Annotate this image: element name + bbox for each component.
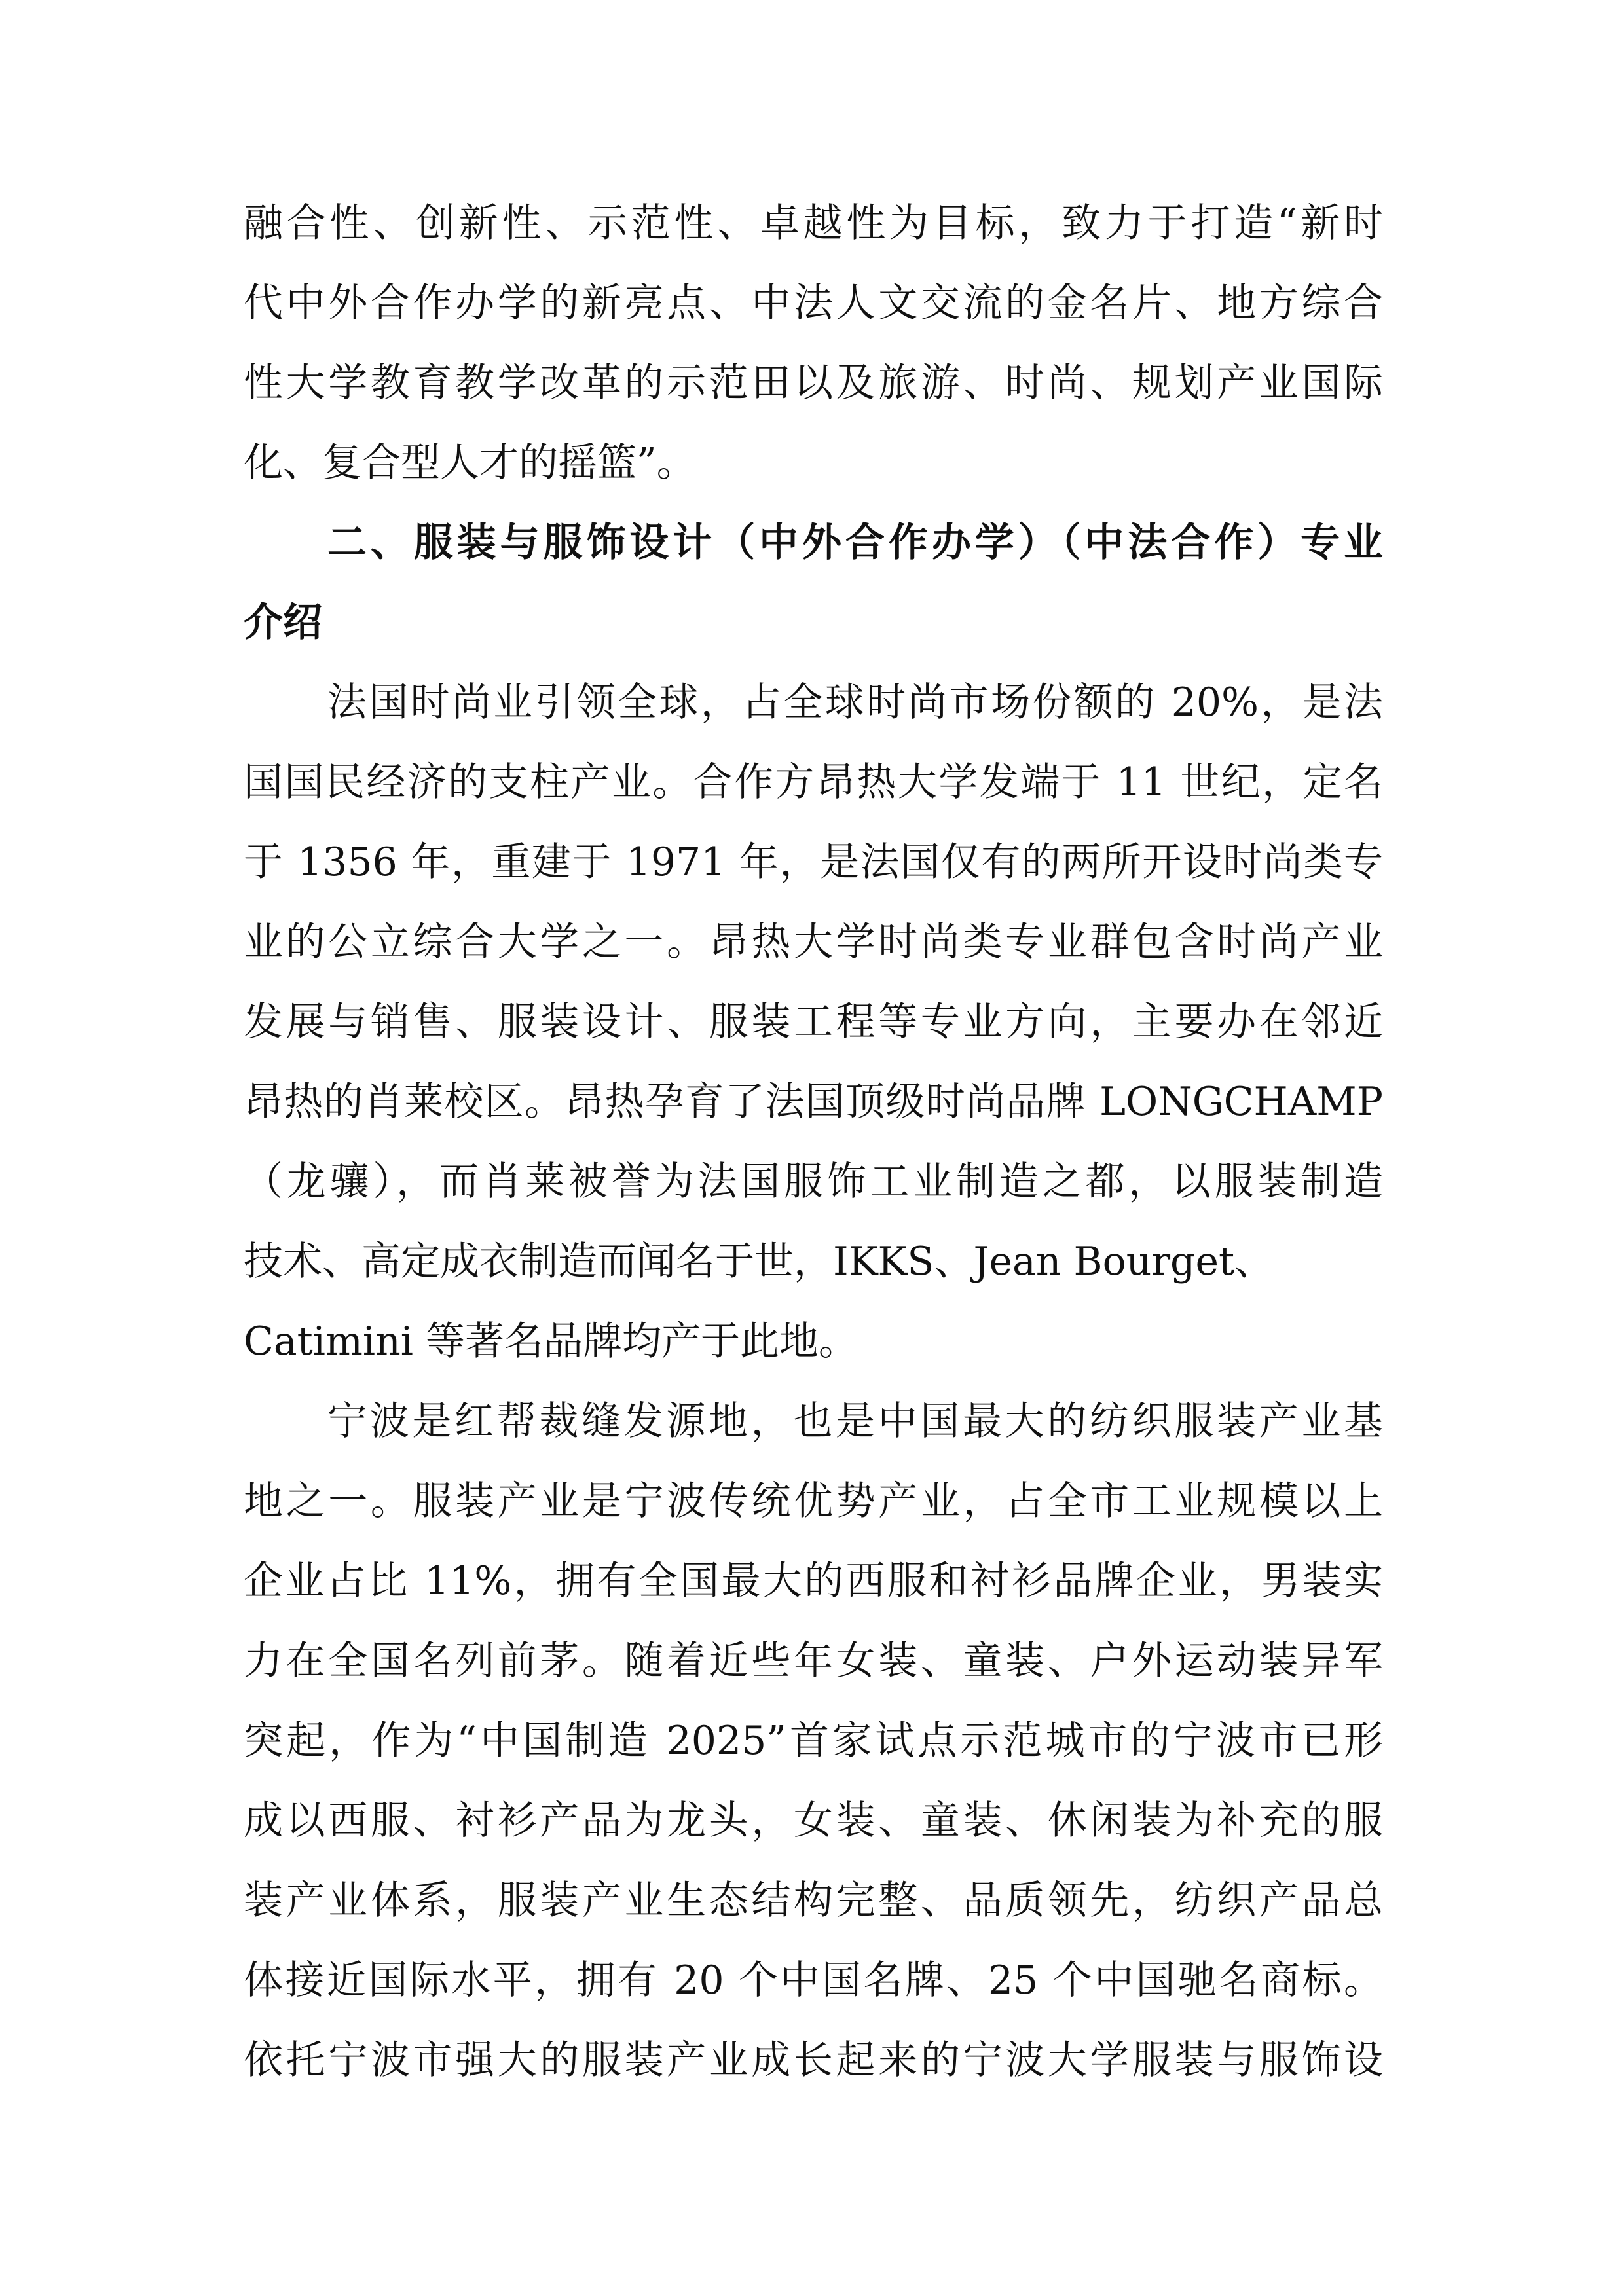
text-line: 地之一。服装产业是宁波传统优势产业，占全市工业规模以上 [244,1478,1383,1524]
heading-line: 二、服装与服饰设计（中外合作办学）（中法合作）专业 [327,520,1383,566]
text-line: （龙骧），而肖莱被誉为法国服饰工业制造之都，以服装制造 [244,1159,1383,1205]
text-line: 昂热的肖莱校区。昂热孕育了法国顶级时尚品牌 LONGCHAMP [244,1079,1383,1125]
paragraph [244,183,1383,503]
document-body [244,183,1383,2100]
paragraph [244,1381,1383,2100]
text-line: 法国时尚业引领全球，占全球时尚市场份额的 20%，是法 [327,680,1383,725]
text-line: 宁波是红帮裁缝发源地，也是中国最大的纺织服装产业基 [327,1398,1383,1444]
text-line: 体接近国际水平，拥有 20 个中国名牌、25 个中国驰名商标。 [244,1958,1383,2003]
text-line: 装产业体系，服装产业生态结构完整、品质领先，纺织产品总 [244,1878,1383,1923]
text-line: 国国民经济的支柱产业。合作方昂热大学发端于 11 世纪，定名 [244,759,1383,805]
text-line: 依托宁波市强大的服装产业成长起来的宁波大学服装与服饰设 [244,2037,1383,2083]
text-line: 成以西服、衬衫产品为龙头，女装、童装、休闲装为补充的服 [244,1798,1383,1844]
text-line: 业的公立综合大学之一。昂热大学时尚类专业群包含时尚产业 [244,919,1383,965]
text-line: 于 1356 年，重建于 1971 年，是法国仅有的两所开设时尚类专 [244,839,1383,885]
text-line: 融合性、创新性、示范性、卓越性为目标，致力于打造“新时 [244,200,1383,246]
text-line: 技术、高定成衣制造而闻名于世，IKKS、Jean Bourget、 [244,1239,1274,1285]
text-line: 企业占比 11%，拥有全国最大的西服和衬衫品牌企业，男装实 [244,1558,1383,1604]
text-line: Catimini 等著名品牌均产于此地。 [244,1319,858,1364]
text-line: 突起，作为“中国制造 2025”首家试点示范城市的宁波市已形 [244,1718,1383,1764]
heading-line: 介绍 [244,600,322,646]
paragraph [244,663,1383,1381]
text-line: 代中外合作办学的新亮点、中法人文交流的金名片、地方综合 [244,280,1383,326]
text-line: 力在全国名列前茅。随着近些年女装、童装、户外运动装异军 [244,1638,1383,1684]
section-heading [244,503,1383,663]
text-line: 化、复合型人才的摇篮”。 [244,440,696,486]
text-line: 发展与销售、服装设计、服装工程等专业方向，主要办在邻近 [244,999,1383,1045]
text-line: 性大学教育教学改革的示范田以及旅游、时尚、规划产业国际 [244,360,1383,406]
